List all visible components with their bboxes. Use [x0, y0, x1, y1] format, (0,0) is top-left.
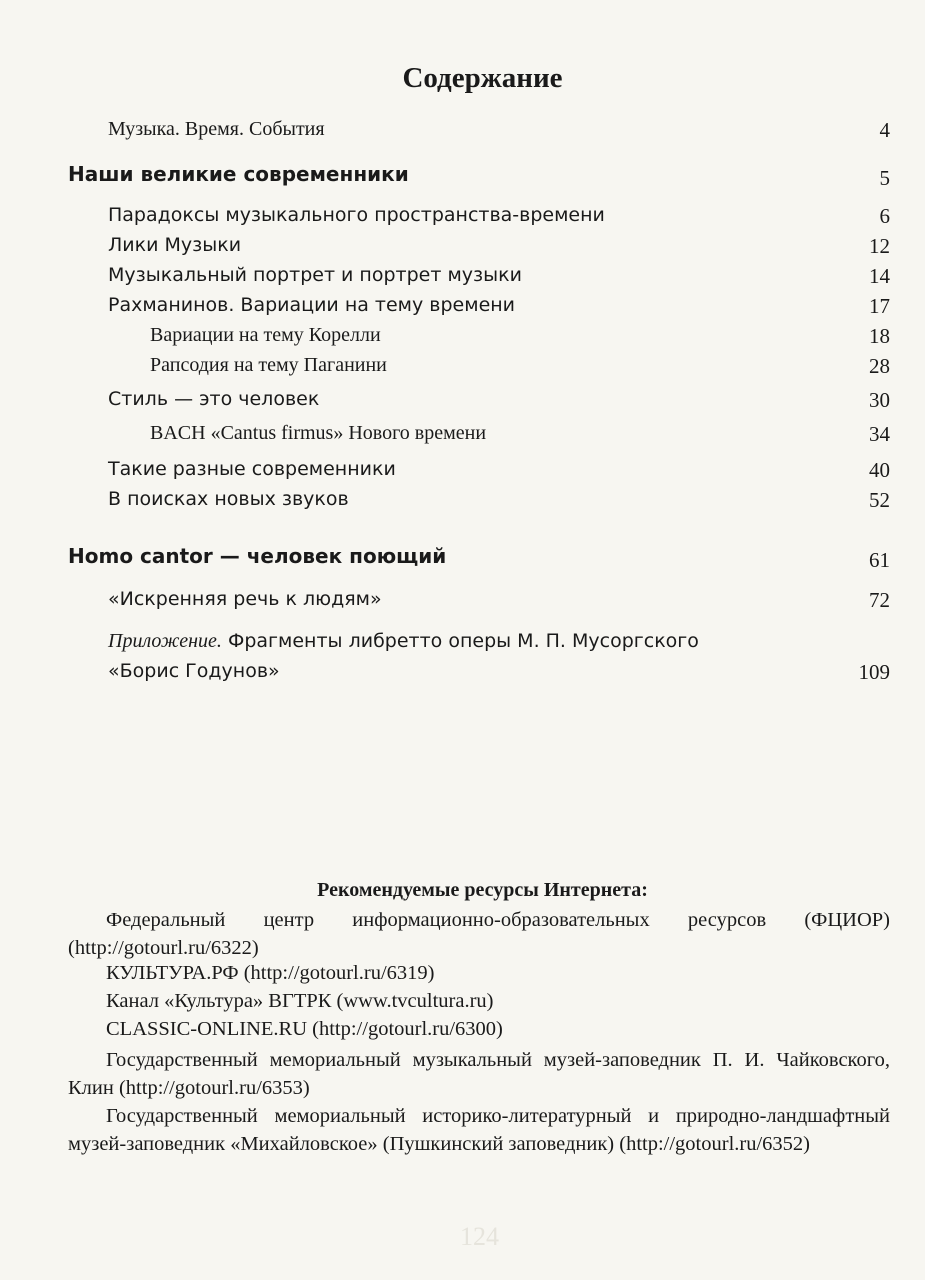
toc-entry-page: 17: [869, 294, 890, 318]
toc-section-title: Homo cantor — человек поющий: [68, 544, 447, 568]
toc-entry[interactable]: [0, 488, 925, 518]
toc-entry[interactable]: [0, 458, 925, 488]
toc-entry[interactable]: [0, 388, 925, 418]
appendix-title: Фрагменты либретто оперы М. П. Мусоргского: [221, 630, 699, 652]
toc-entry-page: 72: [869, 588, 890, 612]
toc-entry[interactable]: [0, 588, 925, 618]
toc-subentry[interactable]: [0, 324, 925, 354]
appendix-title-cont: «Борис Годунов»: [108, 660, 280, 682]
toc-entry-title: Музыка. Время. События: [108, 118, 325, 140]
page-title: Содержание: [402, 62, 563, 94]
toc-entry-page: 30: [869, 388, 890, 412]
toc-entry-title: Такие разные современники: [108, 458, 396, 480]
resource-item: [68, 906, 890, 962]
resource-item: [68, 1102, 890, 1158]
resource-text: Государственный мемориальный историко-литературный и природно-ландшафтный музей-заповедник «Михайловское» (Пушкинский заповедник) (http://gotourl.ru/6352): [68, 1105, 890, 1155]
toc-section-title: Наши великие современники: [68, 162, 409, 186]
toc-entry-page: 4: [879, 118, 890, 142]
toc-entry[interactable]: [0, 204, 925, 234]
toc-entry-page: 28: [869, 354, 890, 378]
resource-item: Канал «Культура» ВГТРК (www.tvcultura.ru): [106, 990, 494, 1012]
toc-entry-title: «Искренняя речь к людям»: [108, 588, 382, 610]
toc-appendix[interactable]: [0, 630, 925, 660]
toc-subentry[interactable]: [0, 422, 925, 452]
toc-entry-page: 12: [869, 234, 890, 258]
toc-appendix-cont[interactable]: [0, 660, 925, 690]
toc-entry-page: 14: [869, 264, 890, 288]
toc-entry-page: 18: [869, 324, 890, 348]
appendix-label: Приложение.: [108, 630, 222, 652]
toc-entry-page: 34: [869, 422, 890, 446]
resource-text: Федеральный центр информационно-образовательных ресурсов (ФЦИОР) (http://gotourl.ru/6322): [68, 909, 890, 959]
resources-heading: Рекомендуемые ресурсы Интернета:: [317, 879, 648, 901]
toc-entry-title: Рахманинов. Вариации на тему времени: [108, 294, 516, 316]
toc-entry-title: Рапсодия на тему Паганини: [150, 354, 387, 376]
toc-entry-title: BACH «Cantus firmus» Нового времени: [150, 422, 487, 444]
toc-entry-page: 52: [869, 488, 890, 512]
toc-entry-title: Вариации на тему Корелли: [150, 324, 381, 346]
toc-entry-title: Лики Музыки: [108, 234, 242, 256]
resource-item: [68, 1046, 890, 1102]
toc-entry-page: 61: [869, 548, 890, 572]
toc-entry-title: Музыкальный портрет и портрет музыки: [108, 264, 522, 286]
toc-entry[interactable]: [0, 234, 925, 264]
toc-entry-title: Парадоксы музыкального пространства-времени: [108, 204, 605, 226]
toc-entry-page: 6: [879, 204, 890, 228]
toc-entry-title: В поисках новых звуков: [108, 488, 349, 510]
toc-section[interactable]: [0, 544, 925, 574]
bleed-through-page-number: 124: [460, 1222, 499, 1251]
toc-entry[interactable]: [0, 294, 925, 324]
toc-entry[interactable]: [0, 118, 925, 148]
toc-section[interactable]: [0, 162, 925, 192]
resource-item: КУЛЬТУРА.РФ (http://gotourl.ru/6319): [106, 962, 435, 984]
resource-item: CLASSIC-ONLINE.RU (http://gotourl.ru/6300): [106, 1018, 503, 1040]
toc-subentry[interactable]: [0, 354, 925, 384]
toc-entry-title: Стиль — это человек: [108, 388, 320, 410]
toc-entry-page: 109: [858, 660, 890, 684]
resource-text: Государственный мемориальный музыкальный музей-заповедник П. И. Чайковского, Клин (http://gotourl.ru/6353): [68, 1049, 890, 1099]
toc-entry-page: 5: [879, 166, 890, 190]
toc-entry[interactable]: [0, 264, 925, 294]
toc-entry-page: 40: [869, 458, 890, 482]
